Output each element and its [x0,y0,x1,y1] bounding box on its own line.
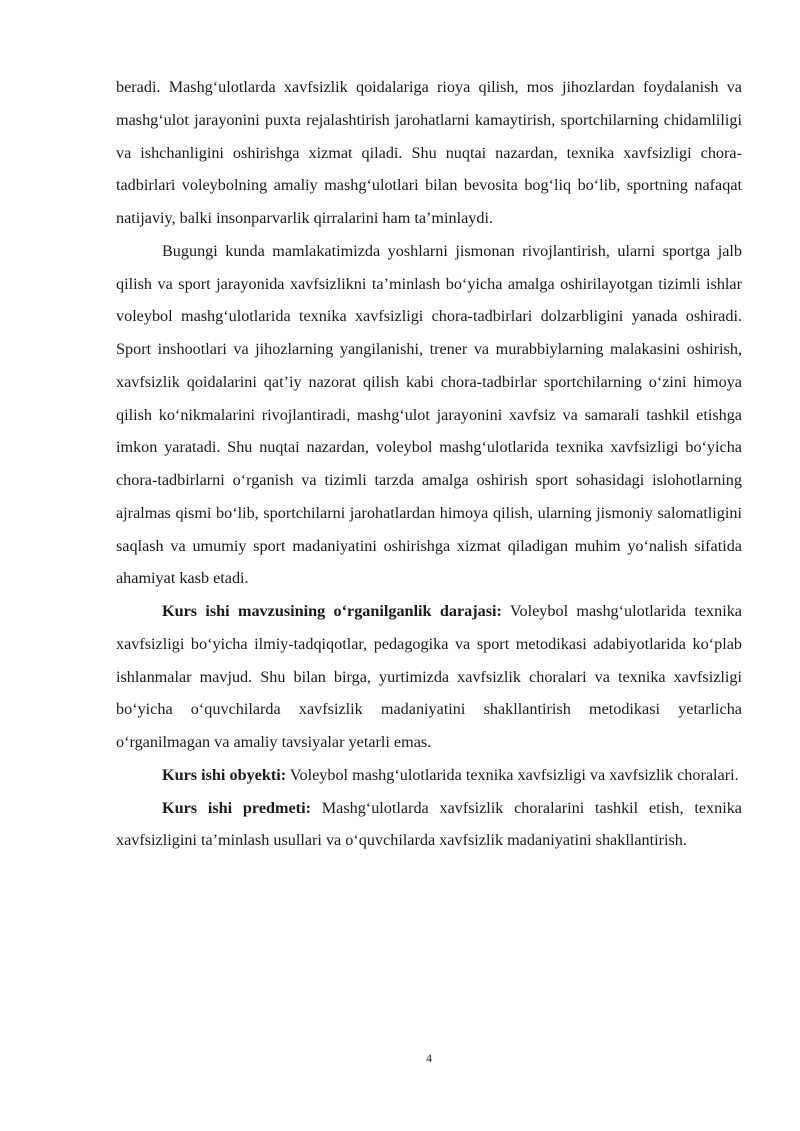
paragraph-text: Voleybol mashg‘ulotlarida texnika xavfsizligi va xavfsizlik choralari. [286,765,739,784]
paragraph-continuation [116,71,742,235]
paragraph-organilganlik [116,595,742,759]
paragraph-obyekti [116,759,742,792]
paragraph-text: Voleybol mashg‘ulotlarida texnika xavfsizligi bo‘yicha ilmiy-tadqiqotlar, pedagogika va sport metodikasi adabiyotlarida ko‘plab ishlanmalar mavjud. Shu bilan birga, yurtimizda xavfsizlik choralari va texnika xavfsizligi bo‘yicha o‘quvchilarda xavfsizlik madaniyatini shakllantirish metodikasi yetarlicha o‘rganilmagan va amaliy tavsiyalar yetarli emas. [116,602,742,751]
paragraph-text: Mashg‘ulotlarda xavfsizlik choralarini tashkil etish, texnika xavfsizligini ta’minlash usullari va o‘quvchilarda xavfsizlik madaniyatini shakllantirish. [116,798,742,850]
page-number: 4 [426,1051,432,1065]
paragraph-heading: Kurs ishi obyekti: [162,765,287,784]
paragraph-heading: Kurs ishi mavzusining o‘rganilganlik darajasi: [162,602,502,620]
body-text [116,71,742,857]
paragraph-text: Bugungi kunda mamlakatimizda yoshlarni jismonan rivojlantirish, ularni sportga jalb qilish va sport jarayonida xavfsizlikni ta’minlash bo‘yicha amalga oshirilayotgan tizimli ishlar voleybol mashg‘ulotlarida texnika xavfsizligi chora-tadbirlari dolzarbligini yanada oshiradi. Sport inshootlari va jihozlarning yangilanishi, trener va murabbiylarning malakasini oshirish, xavfsizlik qoidalarini qat’iy nazorat qilish kabi chora-tadbirlar sportchilarning o‘zini himoya qilish ko‘nikmalarini rivojlantiradi, mashg‘ulot jarayonini xavfsiz va samarali tashkil etishga imkon yaratadi. Shu nuqtai nazardan, voleybol mashg‘ulotlarida texnika xavfsizligi bo‘yicha chora-tadbirlarni o‘rganish va tizimli tarzda amalga oshirish sport sohasidagi islohotlarning ajralmas qismi bo‘lib, sportchilarni jarohatlardan himoya qilish, ularning jismoniy salomatligini saqlash va umumiy sport madaniyatini oshirishga xizmat qiladigan muhim yo‘nalish sifatida ahamiyat kasb etadi. [116,241,742,588]
paragraph-predmeti [116,792,742,858]
paragraph-text: beradi. Mashg‘ulotlarda xavfsizlik qoidalariga rioya qilish, mos jihozlardan foydalanish va mashg‘ulot jarayonini puxta rejalashtirish jarohatlarni kamaytirish, sportchilarning chidamliligi va ishchanligini oshirishga xizmat qiladi. Shu nuqtai nazardan, texnika xavfsizligi chora-tadbirlari voleybolning amaliy mashg‘ulotlari bilan bevosita bog‘liq bo‘lib, sportning nafaqat natijaviy, balki insonparvarlik qirralarini ham ta’minlaydi. [116,78,742,227]
paragraph-bugungi [116,235,742,595]
paragraph-heading: Kurs ishi predmeti: [162,798,311,817]
